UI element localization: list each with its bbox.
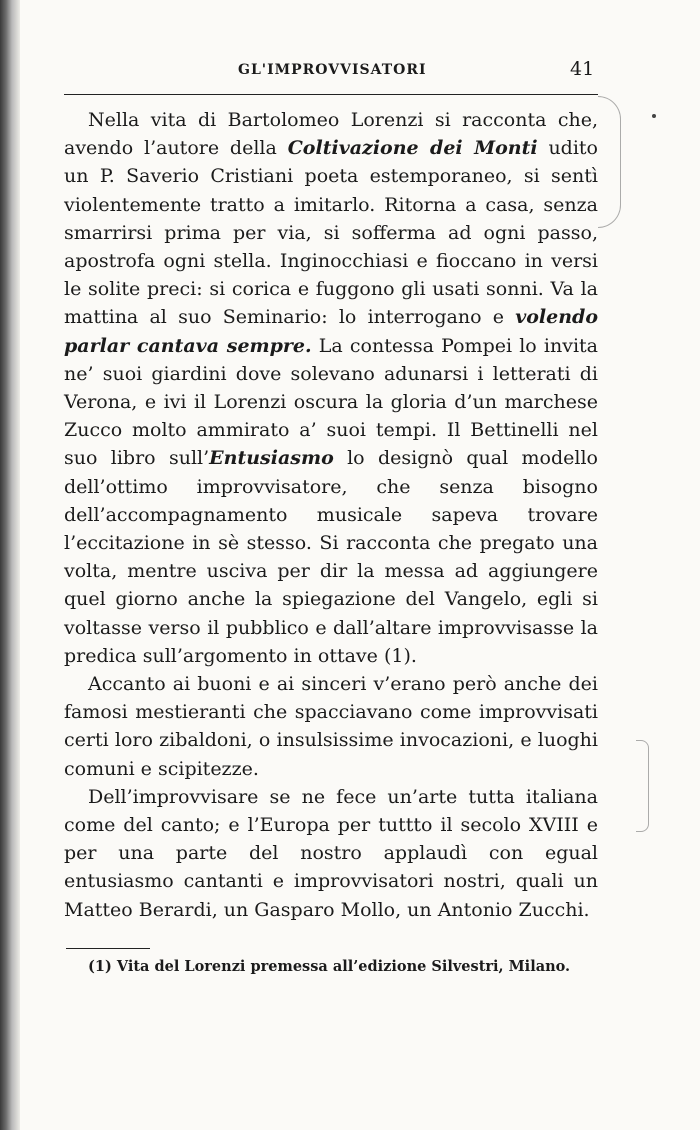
page-number: 41 [570,58,595,80]
paragraph [64,783,598,924]
body-text [64,106,598,924]
footnote-rule [66,948,150,949]
book-spine-shadow [0,0,20,1130]
text-segment: lo designò qual modello dell’ottimo improvvisatore, che senza bisogno dell’accompagnamento musicale sapeva trovare l’eccitazione in sè stesso. Si racconta che pregato una volta, mentre usciva per dir la messa ad aggiungere quel giorno anche la spiegazione del Vangelo, egli si voltasse verso il pubblico e dall’altare improvvisasse la predica sull’argomento in ottave (1). [64,447,598,667]
text-segment: La contessa Pompei lo invita ne’ suoi giardini dove solevano adunarsi i letterati di Verona, e ivi il Lorenzi oscura la gloria d’un marchese Zucco molto ammirato a’ suoi tempi. Il Bettinelli nel suo libro sull’ [64,334,598,470]
text-segment: Dell’improvvisare se ne fece un’arte tutta italiana come del canto; e l’Europa per tuttto il secolo XVIII e per una parte del nostro applaudì con egual entusiasmo cantanti e improvvisatori nostri, quali un Matteo Berardi, un Gasparo Mollo, un Antonio Zucchi. [64,785,598,921]
italic-quote: volendo parlar cantava sempre. [64,306,598,357]
paragraph [64,106,598,670]
header-rule [64,94,598,95]
text-segment: udito un P. Saverio Cristiani poeta estemporaneo, si sentì violentemente tratto a imitarlo. Ritorna a casa, senza smarrirsi prima per via, si sofferma ad ogni passo, apostrofa ogni stella. Inginocchiasi e fioccano in versi le solite preci: si corica e fuggono gli usati sonni. Va la mattina al suo Seminario: lo interrogano e [64,137,598,329]
text-segment: Accanto ai buoni e ai sinceri v’erano però anche dei famosi mestieranti che spacciavano come improvvisati certi loro zibaldoni, o insulsissime invocazioni, e luoghi comuni e scipitezze. [64,673,598,780]
pencil-dot-mark [652,114,656,118]
pencil-margin-tick [636,740,649,832]
paragraph [64,670,598,783]
running-header-title: GL'IMPROVVISATORI [238,62,427,78]
footnote: (1) Vita del Lorenzi premessa all’edizione Silvestri, Milano. [88,958,571,975]
italic-title: Entusiasmo [209,447,334,470]
italic-title: Coltivazione dei Monti [287,137,538,160]
text-segment: Nella vita di Bartolomeo Lorenzi si racconta che, avendo l’autore della [64,109,598,160]
pencil-margin-bracket [598,96,621,228]
